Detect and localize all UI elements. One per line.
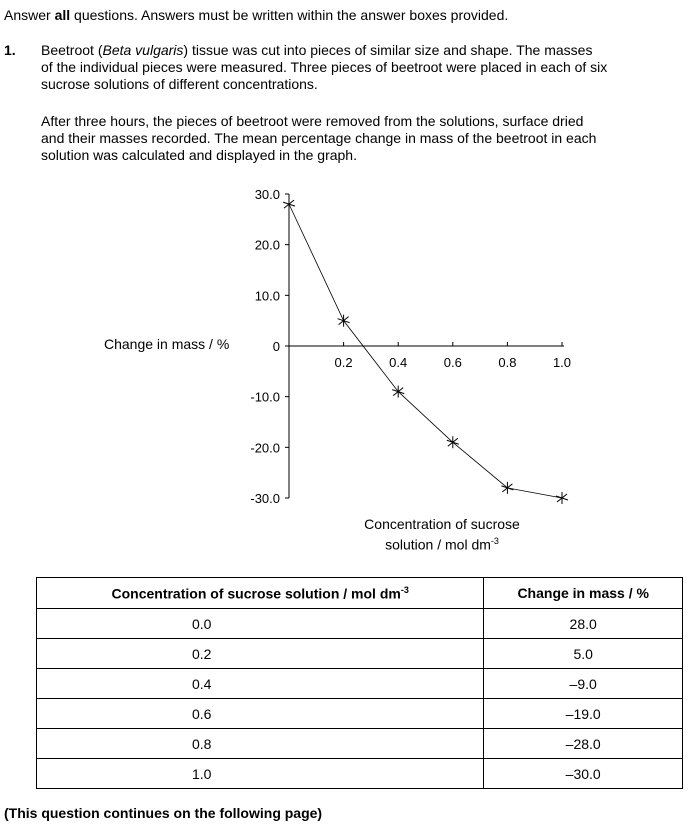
table-cell-change: 5.0 — [484, 639, 683, 669]
header-unit-exponent: -3 — [400, 584, 409, 595]
table-cell-concentration: 0.2 — [37, 639, 484, 669]
paragraph-2-line-2: and their masses recorded. The mean percentage change in mass of the beetroot in each — [41, 130, 597, 146]
instruction-text-end: questions. Answers must be written within the answer boxes provided. — [70, 7, 509, 23]
table-cell-change: –9.0 — [484, 669, 683, 699]
x-axis-label-line-1: Concentration of sucrose — [364, 516, 520, 532]
data-point-marker — [556, 492, 568, 504]
table-header-change: Change in mass / % — [484, 578, 683, 609]
species-name: Beta vulgaris — [102, 42, 184, 58]
y-tick-label: -10.0 — [250, 389, 280, 405]
table-row — [37, 609, 683, 639]
header-concentration-text: Concentration of sucrose solution / mol dm — [111, 585, 401, 602]
x-axis-label — [352, 516, 532, 554]
x-axis-unit: solution / mol dm — [385, 536, 491, 553]
y-tick-label: 30.0 — [254, 187, 280, 202]
data-point-marker — [501, 482, 513, 494]
table-cell-change: 28.0 — [484, 609, 683, 639]
data-series — [283, 198, 568, 504]
table-cell-concentration: 0.4 — [37, 669, 484, 699]
table-cell-concentration: 0.0 — [37, 609, 484, 639]
table-cell-concentration: 1.0 — [37, 759, 484, 789]
x-tick-label: 0.8 — [498, 355, 517, 370]
table-row — [37, 729, 683, 759]
paragraph-2-line-3: solution was calculated and displayed in the graph. — [41, 147, 357, 163]
instruction-emphasis: all — [54, 7, 71, 23]
p1-line1-end: ) tissue was cut into pieces of similar size and shape. The masses — [183, 42, 593, 58]
table-row — [37, 639, 683, 669]
table-cell-change: –30.0 — [484, 759, 683, 789]
series-line — [289, 204, 562, 498]
table-cell-change: –19.0 — [484, 699, 683, 729]
instruction-text-start: Answer — [4, 7, 55, 23]
table-cell-change: –28.0 — [484, 729, 683, 759]
paragraph-2-line-1: After three hours, the pieces of beetroot were removed from the solutions, surface dried — [41, 113, 584, 129]
p1-line1-start: Beetroot ( — [41, 42, 103, 58]
y-tick-label: -20.0 — [250, 440, 280, 456]
table-header-concentration — [37, 578, 484, 609]
continuation-note: (This question continues on the following page) — [4, 805, 323, 821]
paragraph-1-line-2: of the individual pieces were measured. Three pieces of beetroot were placed in each of six — [41, 59, 608, 75]
data-point-marker — [283, 198, 295, 210]
y-tick-label: 10.0 — [254, 288, 280, 304]
x-tick-label: 1.0 — [552, 355, 572, 370]
data-table — [36, 577, 683, 789]
y-tick-label: 20.0 — [254, 237, 280, 253]
chart-axes — [289, 194, 564, 498]
y-axis-label: Change in mass / % — [104, 336, 230, 352]
table-cell-concentration: 0.8 — [37, 729, 484, 759]
paragraph-1-line-3: sucrose solutions of different concentrations. — [41, 76, 318, 92]
table-row — [37, 759, 683, 789]
question-number: 1. — [4, 42, 16, 58]
x-tick-label: 0.4 — [389, 355, 408, 370]
data-point-marker — [338, 315, 350, 327]
table-cell-concentration: 0.6 — [37, 699, 484, 729]
x-axis-label-line-2 — [352, 533, 532, 554]
y-axis-ticks — [250, 187, 289, 506]
x-axis-unit-exponent: -3 — [490, 536, 499, 546]
y-tick-label: 0 — [272, 339, 280, 354]
table-row — [37, 669, 683, 699]
y-tick-label: -30.0 — [250, 491, 280, 506]
table-row — [37, 699, 683, 729]
x-tick-label: 0.6 — [443, 355, 462, 370]
x-tick-label: 0.2 — [334, 355, 353, 370]
table-header-row — [37, 578, 683, 609]
